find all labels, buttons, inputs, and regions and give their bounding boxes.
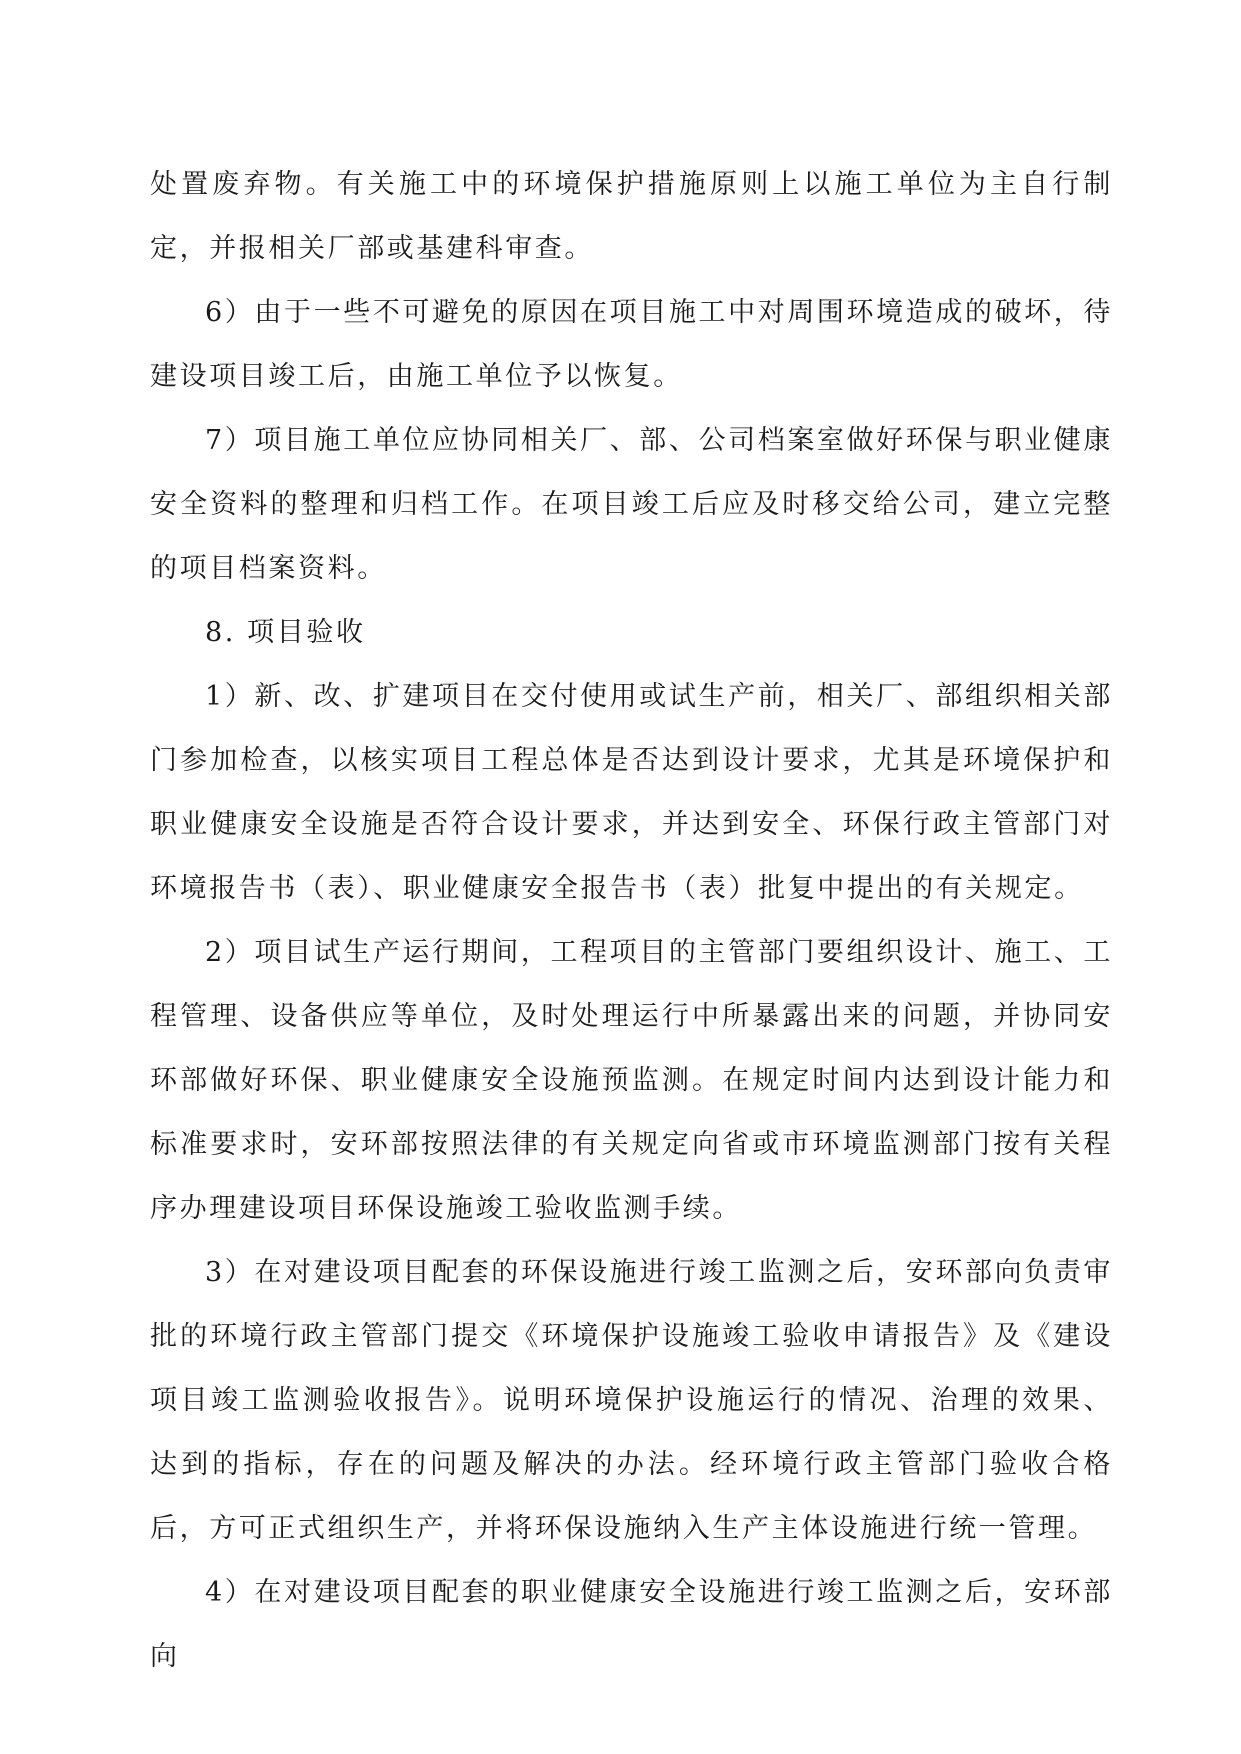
paragraph-acceptance-item-2: 2）项目试生产运行期间，工程项目的主管部门要组织设计、施工、工程管理、设备供应等单位，及时处理运行中所暴露出来的问题，并协同安环部做好环保、职业健康安全设施预监测。在规定时间内达到设计能力和标准要求时，安环部按照法律的有关规定向省或市环境监测部门按有关程序办理建设项目环保设施竣工验收监测手续。 — [150, 937, 1113, 1224]
paragraph-acceptance-item-1: 1）新、改、扩建项目在交付使用或试生产前，相关厂、部组织相关部门参加检查，以核实项目工程总体是否达到设计要求，尤其是环境保护和职业健康安全设施是否符合设计要求，并达到安全、环保行政主管部门对环境报告书（表）、职业健康安全报告书（表）批复中提出的有关规定。 — [150, 681, 1113, 904]
document-body — [150, 153, 1113, 1689]
section-heading-project-acceptance: 8. 项目验收 — [205, 617, 366, 648]
paragraph-item-7: 7）项目施工单位应协同相关厂、部、公司档案室做好环保与职业健康安全资料的整理和归档工作。在项目竣工后应及时移交给公司，建立完整的项目档案资料。 — [150, 425, 1113, 584]
paragraph-acceptance-item-3: 3）在对建设项目配套的环保设施进行竣工监测之后，安环部向负责审批的环境行政主管部门提交《环境保护设施竣工验收申请报告》及《建设项目竣工监测验收报告》。说明环境保护设施运行的情况、治理的效果、达到的指标，存在的问题及解决的办法。经环境行政主管部门验收合格后，方可正式组织生产，并将环保设施纳入生产主体设施进行统一管理。 — [150, 1257, 1113, 1544]
paragraph-item-6: 6）由于一些不可避免的原因在项目施工中对周围环境造成的破坏，待建设项目竣工后，由施工单位予以恢复。 — [150, 297, 1113, 392]
paragraph-disposal-continued: 处置废弃物。有关施工中的环境保护措施原则上以施工单位为主自行制定，并报相关厂部或基建科审查。 — [150, 169, 1113, 264]
paragraph-acceptance-item-4: 4）在对建设项目配套的职业健康安全设施进行竣工监测之后，安环部向 — [150, 1577, 1113, 1672]
